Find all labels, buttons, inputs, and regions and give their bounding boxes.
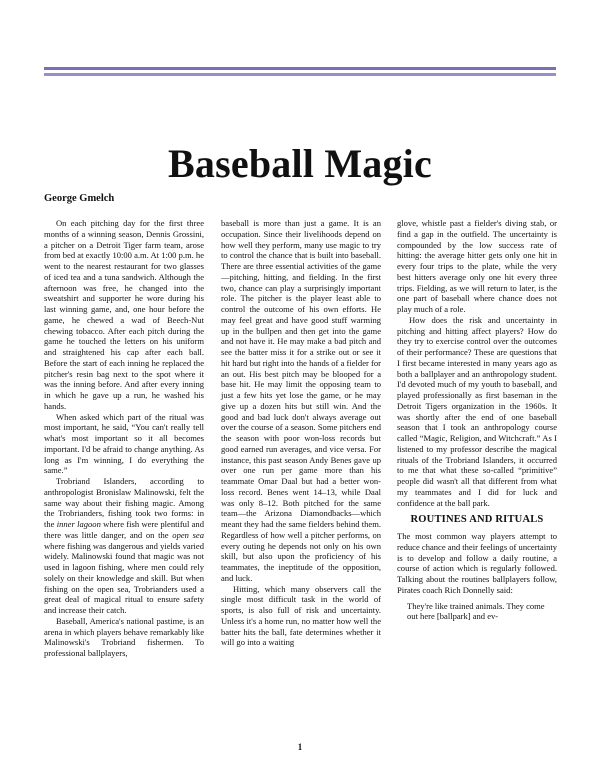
paragraph: baseball is more than just a game. It is an occupation. Since their livelihoods depend on how well they perform, many use magic to try to control the chance that is built into baseball. There are three essential activities of the game—pitching, hitting, and fielding. In the first two, chance can play a surprisingly important role. The pitcher is the player least able to control the outcome of his own efforts. He may feel great and have good stuff warming up in the bullpen and then get into the game and not have it. He may make a bad pitch and see the batter miss it for a strike out or see it hit hard but right into the hands of a fielder for an out. His best pitch may be blooped for a base hit. He may limit the opposing team to just a few hits yet lose the game, or he may give up a dozen hits but still win. And the good and bad luck don't always average out over the course of a season. Some pitchers end the season with poor won-loss records but good earned run averages, and vice versa. For instance, this past season Andy Benes gave up over one run per game more than his teammate Omar Daal but had a better won-loss record. Benes went 14–13, while Daal was only 8–12. Both pitched for the same team—the Arizona Diamondbacks—which meant they had the same fielders behind them. Regardless of how well a pitcher performs, on every outing he depends not only on his own skill, but also upon the proficiency of his teammates, the ineptitude of the opposition, and luck. [221,218,381,583]
text-column-3 [397,218,557,622]
section-heading: ROUTINES AND RITUALS [410,514,544,526]
text-column-2 [221,218,381,648]
emphasis-term: inner lagoon [56,519,101,529]
paragraph: Baseball, America's national pastime, is an arena in which players behave remarkably like Malinowski's Trobriand fishermen. To professional ballplayers, [44,615,204,658]
author-byline: George Gmelch [44,193,115,204]
block-quote: They're like trained animals. They come out here [ballpark] and ev- [407,600,545,622]
header-rule-top [44,67,556,70]
header-rule-bottom [44,73,556,76]
page-number: 1 [297,742,303,752]
paragraph: On each pitching day for the first three months of a winning season, Dennis Grossini, a pitcher on a Detroit Tiger farm team, arose from bed at exactly 10:00 a.m. At 1:00 p.m. he went to the nearest restaurant for two glasses of iced tea and a tuna sandwich. Although the afternoon was free, he changed into the sweatshirt and supporter he wore during his last winning game, and, one hour before the game, he chewed a wad of Beech-Nut chewing tobacco. After each pitch during the game he touched the letters on his uniform and straightened his cap after each ball. Before the start of each inning he replaced the pitcher's resin bag next to the spot where it was the inning before. And after every inning in which he gave up a run, he washed his hands. [44,218,204,411]
paragraph: The most common way players attempt to reduce chance and their feelings of uncertainty is to develop and follow a daily routine, a course of action which is regularly followed. Talking about the routines ballplayers follow, Pirates coach Rich Donnelly said: [397,531,557,595]
paragraph: When asked which part of the ritual was most important, he said, “You can't really tell what's most important so it all becomes important. I'd be afraid to change anything. As long as I'm winning, I do everything the same.” [44,411,204,476]
text-column-1 [44,218,204,659]
paragraph: Trobriand Islanders, according to anthropologist Bronislaw Malinowski, felt the same way about their fishing magic. Among the Trobrianders, fishing took two forms: in the inner lagoon where fish were plentiful and there was little danger, and on the open sea where fishing was dangerous and yields varied widely. Malinowski found that magic was not used in lagoon fishing, where men could rely solely on their knowledge and skill. But when fishing on the open sea, Trobrianders used a great deal of magical ritual to ensure safety and increase their catch. [44,476,204,615]
paragraph: Hitting, which many observers call the single most difficult task in the world of sports, is also full of risk and uncertainty. Unless it's a home run, no matter how well the batter hits the ball, fate determines whether it will go into a waiting [221,583,381,648]
paragraph: glove, whistle past a fielder's diving stab, or find a gap in the outfield. The uncertainty is compounded by the low success rate of hitting: the average hitter gets only one hit in every four trips to the plate, while the very best hitters average only one hit every three trips. Fielding, as we will return to later, is the one part of baseball where chance does not play much of a role. [397,218,557,314]
emphasis-term: open sea [172,529,204,540]
paragraph: How does the risk and uncertainty in pitching and hitting affect players? How do they try to exercise control over the outcomes of their performance? These are questions that I first became interested in many years ago as both a ballplayer and an anthropology student. I'd devoted much of my youth to baseball, and played professionally as first baseman in the Detroit Tigers organization in the 1960s. It was shortly after the end of one baseball season that I took an anthropology course called “Magic, Religion, and Witchcraft.” As I listened to my professor describe the magical rituals of the Trobriand Islanders, it occurred to me that what these so-called “primitive” people did wasn't all that different from what my teammates and I did for luck and confidence at the ball park. [397,314,557,508]
article-title: Baseball Magic [168,141,432,186]
